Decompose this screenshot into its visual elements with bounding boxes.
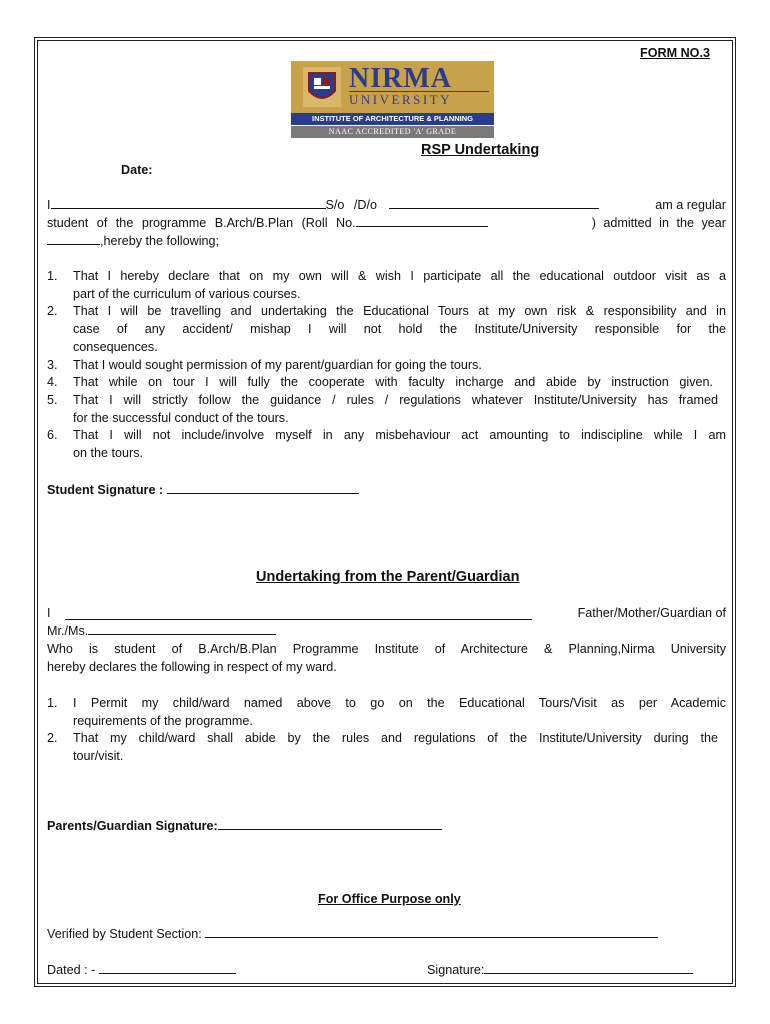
list-item-cont: on the tours. — [73, 446, 144, 460]
parent-line-1 — [47, 605, 726, 623]
parent-line1-suffix: Father/Mother/Guardian of — [577, 606, 726, 620]
student-signature-row — [47, 482, 359, 500]
student-signature-blank[interactable] — [167, 482, 359, 494]
list-item-cont: part of the curriculum of various courses. — [73, 286, 301, 301]
parent-signature-row — [47, 818, 442, 836]
logo-institute: INSTITUTE OF ARCHITECTURE & PLANNING — [291, 113, 494, 125]
dated-blank[interactable] — [99, 962, 236, 974]
parent-line2-prefix: Mr./Ms. — [47, 624, 89, 638]
line3-suffix: ,hereby the following; — [100, 234, 220, 248]
logo-accreditation: NAAC ACCREDITED 'A' GRADE — [291, 126, 494, 138]
verified-row — [47, 926, 658, 944]
parent-title: Undertaking from the Parent/Guardian — [256, 569, 520, 585]
logo-subname: UNIVERSITY — [349, 91, 489, 108]
list-item-cont: case of any accident/ mishap I will not hold the Institute/University responsible for the — [73, 322, 726, 337]
item-number: 1. — [47, 269, 58, 283]
parent-signature-blank[interactable] — [218, 818, 442, 830]
parent-declarations-list — [47, 695, 726, 767]
parent-name-blank[interactable] — [389, 197, 599, 209]
guardian-name-blank[interactable] — [65, 608, 532, 620]
date-label: Date: — [121, 163, 153, 177]
list-item-cont: requirements of the programme. — [73, 713, 253, 728]
year-blank[interactable] — [47, 233, 100, 245]
parent-line-3: Who is student of B.Arch/B.Plan Programme Institute of Architecture & Planning,Nirma University — [47, 642, 726, 656]
ward-name-blank[interactable] — [88, 623, 276, 635]
form-number: FORM NO.3 — [640, 46, 710, 60]
office-signature-blank[interactable] — [484, 962, 693, 974]
verified-label: Verified by Student Section: — [47, 927, 202, 941]
student-line-2 — [47, 215, 726, 233]
item-number: 5. — [47, 392, 58, 407]
office-signature-row — [427, 962, 693, 980]
list-item-cont: consequences. — [73, 339, 158, 354]
parent-line1-prefix: I — [47, 606, 51, 620]
item-number: 3. — [47, 357, 58, 372]
office-title: For Office Purpose only — [318, 892, 461, 906]
list-item: That I will be travelling and undertaking the Educational Tours at my own risk & responsibility and in — [73, 304, 726, 319]
list-item: That I hereby declare that on my own will & wish I participate all the educational outdoor visit as a — [73, 269, 726, 283]
list-item-cont: tour/visit. — [73, 749, 124, 764]
page-border-inner — [37, 40, 733, 984]
student-line-1 — [47, 197, 726, 215]
list-item: That my child/ward shall abide by the rules and regulations of the Institute/University during the — [73, 731, 718, 746]
list-item: That I will not include/involve myself in any misbehaviour act amounting to indiscipline while I am — [73, 428, 726, 443]
list-item-cont: for the successful conduct of the tours. — [73, 410, 289, 425]
line2-suffix: ) admitted in the year — [591, 216, 726, 230]
dated-row — [47, 962, 236, 980]
list-item: That I will strictly follow the guidance / rules / regulations whatever Institute/University has framed — [73, 392, 718, 407]
parent-line-4: hereby declares the following in respect of my ward. — [47, 660, 337, 674]
item-number: 2. — [47, 304, 58, 319]
logo-name: NIRMA — [349, 63, 452, 94]
item-number: 4. — [47, 375, 58, 390]
item-number: 6. — [47, 428, 58, 443]
office-signature-label: Signature: — [427, 963, 485, 977]
line1-so: S/o /D/o — [325, 198, 377, 212]
student-declarations-list — [47, 268, 726, 468]
list-item: I Permit my child/ward named above to go on the Educational Tours/Visit as per Academic — [73, 696, 726, 710]
parent-signature-label: Parents/Guardian Signature: — [47, 819, 218, 833]
roll-no-blank[interactable] — [356, 215, 488, 227]
line1-suffix: am a regular — [655, 198, 726, 212]
line1-prefix: I — [47, 198, 51, 212]
line2-text: student of the programme B.Arch/B.Plan (Roll No. — [47, 216, 356, 230]
item-number: 2. — [47, 731, 58, 746]
parent-line-2 — [47, 623, 276, 641]
verified-blank[interactable] — [205, 926, 658, 938]
list-item: That while on tour I will fully the cooperate with faculty incharge and abide by instruction given. — [73, 375, 713, 390]
crest-icon — [303, 67, 341, 107]
student-signature-label: Student Signature : — [47, 483, 164, 497]
item-number: 1. — [47, 696, 58, 710]
student-line-3 — [47, 233, 219, 251]
name-blank[interactable] — [51, 197, 326, 209]
dated-label: Dated : - — [47, 963, 96, 977]
rsp-title: RSP Undertaking — [421, 142, 540, 158]
nirma-logo — [291, 61, 494, 138]
list-item: That I would sought permission of my parent/guardian for going the tours. — [73, 357, 482, 372]
